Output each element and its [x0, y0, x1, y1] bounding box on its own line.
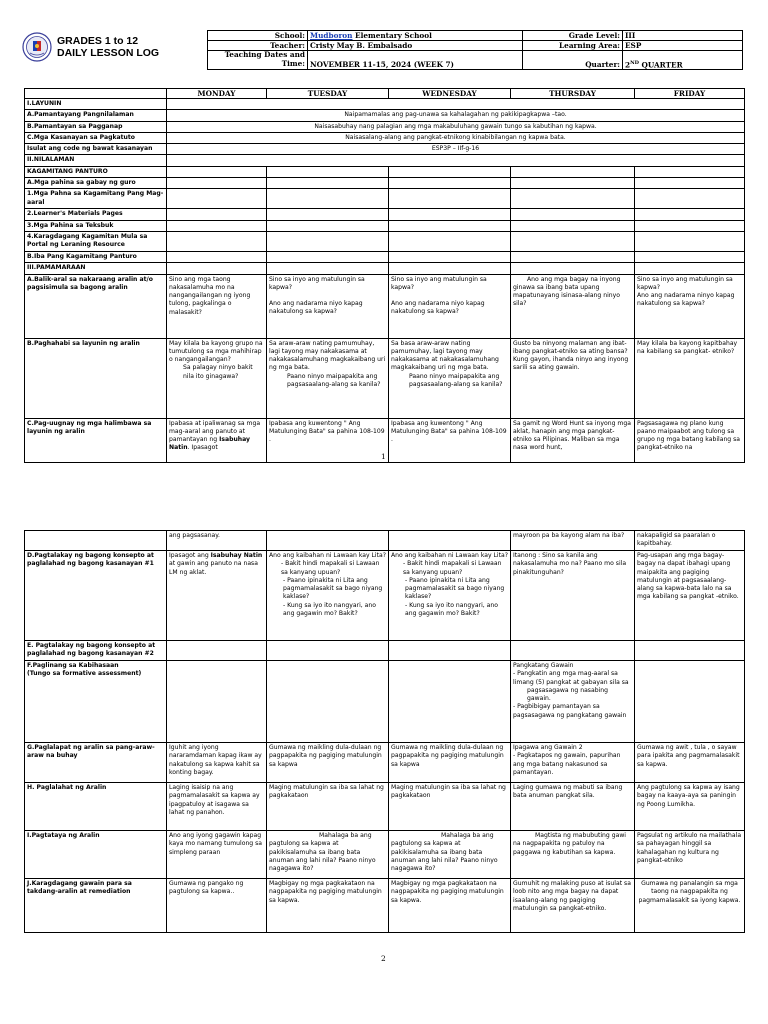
paghahabi-wednesday — [389, 338, 511, 418]
table-row — [25, 110, 745, 121]
cell-text: Ipabasa at ipaliwanag sa mga mag-aaral ang panuto at pamantayan ng — [169, 419, 261, 444]
paglalapat-monday: Iguhit ang iyong nararamdaman kapag ikaw ay nakatulong sa kapwa kahit sa konting bagay. — [167, 743, 267, 783]
karagdagang-monday: Gumawa ng pangako ng pagtulong sa kapwa.. — [167, 879, 267, 933]
table-row — [25, 743, 745, 783]
table-row — [25, 166, 745, 177]
area-label: Learning Area: — [523, 41, 623, 51]
table-row — [25, 132, 745, 143]
paghahabi-monday — [167, 338, 267, 418]
dates-value: NOVEMBER 11-15, 2024 (WEEK 7) — [308, 51, 523, 70]
karagdagang-thursday: Gumuhit ng malaking puso at isulat sa loob nito ang mga bagay na dapat isaalang-alang ng pagiging matulungin sa pangkat-etniko. — [511, 879, 635, 933]
paglalapat-tuesday: Gumawa ng maikling dula-dulaan ng pagpapakita ng pagiging matulungin sa kapwa — [267, 743, 389, 783]
info-table — [207, 30, 743, 70]
quarter-number: 2 — [625, 60, 631, 69]
cell-line: Pangkatang Gawain — [513, 662, 574, 669]
table-row — [25, 879, 745, 933]
cell-text: . Ipasagot — [187, 444, 218, 452]
empty-cell — [167, 99, 745, 110]
table-row — [25, 220, 745, 231]
balik-aral-thursday — [511, 274, 635, 338]
paglalahat-monday: Laging isaisip na ang pagmamalasakit sa kapwa ay ipagpatuloy at isagawa sa lahat ng panahon. — [167, 783, 267, 831]
paglalahat-friday: Ang pagtulong sa kapwa ay isang bagay na kaaya-aya sa paningin ng Poong Lumikha. — [635, 783, 745, 831]
cell-line: Ipagawa ang Gawain 2 — [513, 744, 583, 751]
cell-line: Ano ang nadarama niyo kapag nakatulong sa kapwa? — [391, 300, 485, 316]
cell-line: Sino sa inyo ang matulungin sa kapwa? — [391, 275, 487, 291]
cell-line: - Paano ipinakita ni Lita ang pagmamalasakit sa bago niyang kaklase? — [283, 576, 383, 601]
row-label-karagdagang-gawain: J.Karagdagang gawain para sa takdang-aralin at remediation — [25, 879, 167, 933]
row-label-nilalaman: II.NILALAMAN — [25, 155, 167, 166]
page-number: 2 — [381, 954, 386, 963]
pag-uugnay-friday: Pagsasagawa ng plano kung paano maipaabot ang tulong sa grupo ng mga batang kabilang sa pangkat-etniko na — [635, 418, 745, 462]
cell-line: Sino sa inyo ang matulungin sa kapwa? — [637, 275, 733, 291]
table-row — [25, 531, 745, 551]
row-label-paglalapat: G.Paglalapat ng aralin sa pang-araw-araw na buhay — [25, 743, 167, 783]
corner-cell — [25, 89, 167, 99]
empty-cell — [25, 531, 167, 551]
table-row — [25, 251, 745, 262]
cell-line: F.Paglinang sa Kabihasaan — [27, 662, 119, 669]
paglalahat-wednesday: Maging matulungin sa iba sa lahat ng pagkakataon — [389, 783, 511, 831]
pagtalakay-1-monday — [167, 551, 267, 641]
paglalahat-thursday: Laging gumawa ng mabuti sa ibang bata anuman pangkat sila. — [511, 783, 635, 831]
teacher-label: Teacher: — [208, 41, 308, 51]
pagganap-value: Naisasabuhay nang palagian ang mga makabuluhang gawain tungo sa kabutihan ng kapwa. — [167, 121, 745, 132]
day-friday: FRIDAY — [635, 89, 745, 99]
table-row — [25, 338, 745, 418]
cell-line: (Tungo sa formative assessment) — [27, 670, 142, 678]
cell-text-bold: Isabuhay Natin — [169, 436, 251, 452]
day-wednesday: WEDNESDAY — [389, 89, 511, 99]
school-label: School: — [208, 31, 308, 41]
paghahabi-tuesday — [267, 338, 389, 418]
cell-line: - Pangkatin ang mga mag-aaral sa limang (5) pangkat at gabayan sila sa — [513, 670, 629, 686]
table-row — [25, 231, 745, 251]
quarter-label: Quarter: — [523, 51, 623, 70]
table-row — [25, 209, 745, 220]
pagtataya-tuesday — [267, 831, 389, 879]
row-label-pangnilalaman: A.Pamantayang Pangnilalaman — [25, 110, 167, 121]
empty-cell — [167, 155, 745, 166]
paglalapat-friday: Gumawa ng awit , tula , o sayaw para ipakita ang pagmamalasakit sa kapwa. — [635, 743, 745, 783]
grade-label: Grade Level: — [523, 31, 623, 41]
row-label-portal: 4.Karagdagang Kagamitan Mula sa Portal ng Leraning Resource — [25, 231, 167, 251]
cell-line: Kung gayon, ihanda ninyo ang inyong sarili sa ating gawain. — [513, 356, 629, 372]
row-label-pagganap: B.Pamantayan sa Pagganap — [25, 121, 167, 132]
cell-line: Ano ang kaibahan ni Lawaan kay Lita? — [391, 552, 508, 559]
row-label-kagamitan: KAGAMITANG PANTURO — [25, 166, 167, 177]
cell-line: - Pagbibigay pamantayan sa pagsasagawa ng pangkatang gawain — [513, 703, 627, 719]
day-header-row — [25, 89, 745, 99]
cell-line: - Kung sa iyo ito nangyari, ano ang gagawin mo? Bakit? — [283, 601, 376, 618]
cell-line: pagsasagawa ng nasabing gawain. — [527, 686, 609, 703]
row-label-kagamitang-pang-mag-aaral: 1.Mga Pahna sa Kagamitang Pang Mag-aaral — [25, 189, 167, 209]
table-row — [25, 263, 745, 274]
row-label-pagtataya: I.Pagtataya ng Aralin — [25, 831, 167, 879]
grade-value: III — [623, 31, 743, 41]
school-suffix: Elementary School — [352, 31, 432, 40]
cell-line: Paano ninyo maipapakita ang pagsasaalang-alang sa kanila? — [409, 372, 503, 389]
cell-line: Sa basa araw-araw nating pamumuhay, lagi tayong may nakakasama at nakakasalamuhang magkakaibang uri ng mga bata. — [391, 339, 499, 372]
row-label-paglalahat: H. Paglalahat ng Aralin — [25, 783, 167, 831]
title-line-2: DAILY LESSON LOG — [57, 47, 160, 59]
school-value — [308, 31, 523, 41]
pagtalakay-1-tuesday — [267, 551, 389, 641]
row-label-code: Isulat ang code ng bawat kasanayan — [25, 144, 167, 155]
table-row — [25, 121, 745, 132]
lesson-table-page-2 — [24, 530, 745, 933]
cell-text: Mahalaga ba ang pagtulong sa kapwa at pakikisalamuha sa ibang bata anuman ang lahi nila? Paano ninyo nagagawa ito? — [391, 832, 498, 873]
pag-uugnay-thursday: Sa gamit ng Word Hunt sa inyong mga aklat, hanapin ang mga pangkat-etniko sa Pilipinas. Maliban sa mga nasa word hunt, — [511, 418, 635, 462]
cell-line: - Kung sa iyo ito nangyari, ano ang gagawin mo? Bakit? — [405, 601, 498, 618]
quarter-word: QUARTER — [638, 60, 683, 69]
paghahabi-thursday — [511, 338, 635, 418]
balik-aral-tuesday — [267, 274, 389, 338]
paglalapat-thursday — [511, 743, 635, 783]
row-label-layunin: I.LAYUNIN — [25, 99, 167, 110]
table-row — [25, 178, 745, 189]
cell-text: at gawin ang panuto na nasa LM ng aklat. — [169, 560, 258, 576]
row-label-learners-materials: 2.Learner's Materials Pages — [25, 209, 167, 220]
table-row — [25, 831, 745, 879]
table-row — [25, 661, 745, 743]
continued-friday: nakapaligid sa paaralan o kapitbahay. — [635, 531, 745, 551]
code-value: ESP3P – IIf-g-16 — [167, 144, 745, 155]
karagdagang-friday: Gumawa ng panalangin sa mga taong na nagpapakita ng pagmamalasakit sa iyong kapwa. — [635, 879, 745, 933]
table-row — [25, 189, 745, 209]
kasanayan-value: Naisasalang-alang ang pangkat-etnikong kinabibilangan ng kapwa bata. — [167, 132, 745, 143]
pagtataya-monday: Ano ang iyong gagawin kapag kaya mo namang tumulong sa simpleng paraan — [167, 831, 267, 879]
paglinang-thursday — [511, 661, 635, 743]
cell-line: - Bakit hindi mapakali si Lawaan sa kanyang upuan? — [281, 560, 380, 576]
cell-line: Sa palagay ninyo bakit nila ito ginagawa? — [183, 364, 253, 380]
lesson-table-page-1 — [24, 88, 745, 463]
cell-line: - Bakit hindi mapakali si Lawaan sa kanyang upuan? — [403, 560, 502, 576]
row-label-paghahabi: B.Paghahabi sa layunin ng aralin — [25, 338, 167, 418]
cell-line: Ano ang mga bagay na inyong ginawa sa ibang bata upang mapatunayang isinasa-alang ninyo sila? — [513, 275, 621, 308]
pagtalakay-1-thursday: Itanong : Sino sa kanila ang nakasalamuha mo na? Paano mo sila pinakitunguhan? — [511, 551, 635, 641]
pag-uugnay-wednesday: Ipabasa ang kuwentong " Ang Matulunging Bata" sa pahina 108-109 . — [389, 418, 511, 462]
day-monday: MONDAY — [167, 89, 267, 99]
table-row — [25, 641, 745, 661]
table-row — [25, 274, 745, 338]
row-label-balik-aral: A.Balik-aral sa nakaraang aralin at/o pagsisimula sa bagong aralin — [25, 274, 167, 338]
empty-cell — [389, 531, 511, 551]
continued-thursday: mayroon pa ba kayong alam na iba? — [511, 531, 635, 551]
cell-line: Ano ang kaibahan ni Lawaan kay Lita? — [269, 552, 386, 559]
table-row — [25, 551, 745, 641]
page-2 — [0, 520, 768, 1024]
balik-aral-friday — [635, 274, 745, 338]
paghahabi-friday: May kilala ba kayong kapitbahay na kabilang sa pangkat- etniko? — [635, 338, 745, 418]
cell-line: May kilala ba kayong grupo na tumutulong sa mga mahihirap o nangangailangan? — [169, 339, 263, 364]
row-label-iba-pang-kagamitan: B.Iba Pang Kagamitang Panturo — [25, 251, 167, 262]
row-label-pagtalakay-1: D.Pagtalakay ng bagong konsepto at paglalahad ng bagong kasanayan #1 — [25, 551, 167, 641]
pag-uugnay-tuesday: Ipabasa ang kuwentong " Ang Matulunging Bata" sa pahina 108-109 . — [267, 418, 389, 462]
pagtataya-wednesday — [389, 831, 511, 879]
row-label-pagtalakay-2: E. Pagtalakay ng bagong konsepto at paglalahad ng bagong kasanayan #2 — [25, 641, 167, 661]
karagdagang-wednesday: Magbigay ng mga pagkakataon na nagpapakita ng pagiging matulungin sa kapwa. — [389, 879, 511, 933]
cell-text: Ipasagot ang — [169, 552, 211, 559]
teacher-value: Cristy May B. Embalsado — [308, 41, 523, 51]
cell-line: Sa araw-araw nating pamumuhay, lagi tayong may nakakasama at nakakasalamuhang magkakaibang uri ng mga bata. — [269, 339, 386, 372]
cell-text-bold: Isabuhay Natin — [210, 552, 263, 559]
pagtalakay-1-wednesday — [389, 551, 511, 641]
karagdagang-tuesday: Magbigay ng mga pagkakataon na nagpapakita ng pagiging matulungin sa kapwa. — [267, 879, 389, 933]
cell-line: Sino sa inyo ang matulungin sa kapwa? — [269, 275, 365, 291]
page-number: 1 — [381, 452, 386, 461]
balik-aral-monday: Sino ang mga taong nakasalamuha mo na nangangailangan ng iyong tulong, pagkalinga o malasakit? — [167, 274, 267, 338]
cell-line: Gusto ba ninyong malaman ang ibat-ibang pangkat-etniko sa ating bansa? — [513, 339, 628, 355]
area-value: ESP — [623, 41, 743, 51]
cell-line: Ano ang nadarama niyo kapag nakatulong sa kapwa? — [269, 300, 363, 316]
row-label-pamamaraan: III.PAMAMARAAN — [25, 263, 167, 274]
row-label-paglinang — [25, 661, 167, 743]
title-line-1: GRADES 1 to 12 — [57, 35, 139, 47]
day-thursday: THURSDAY — [511, 89, 635, 99]
paglalapat-wednesday: Gumawa ng maikling dula-dulaan ng pagpapakita ng pagiging matulungin sa kapwa — [389, 743, 511, 783]
row-label-teksbuk: 3.Mga Pahina sa Teksbuk — [25, 220, 167, 231]
table-row — [25, 144, 745, 155]
school-name: Mudboron — [310, 31, 353, 40]
pagtalakay-1-friday: Pag-usapan ang mga bagay-bagay na dapat ibahagi upang maipakita ang pagiging matulungin at pagsasaalang-alang sa kapwa-bata lalo na sa mga kabilang sa pangkat -etniko. — [635, 551, 745, 641]
cell-line: - Paano ipinakita ni Lita ang pagmamalasakit sa bago niyang kaklase? — [405, 576, 505, 601]
row-label-gabay: A.Mga pahina sa gabay ng guro — [25, 178, 167, 189]
paglalahat-tuesday: Maging matulungin sa iba sa lahat ng pagkakataon — [267, 783, 389, 831]
pagtataya-thursday — [511, 831, 635, 879]
cell-text: Magtista ng mabubuting gawi na nagpapakita ng patuloy na paggawa ng kabutihan sa kapwa. — [513, 832, 627, 856]
quarter-suffix: ND — [630, 59, 639, 66]
balik-aral-wednesday — [389, 274, 511, 338]
page-1 — [0, 0, 768, 470]
table-row — [25, 99, 745, 110]
row-label-kasanayan: C.Mga Kasanayan sa Pagkatuto — [25, 132, 167, 143]
dates-label: Teaching Dates and Time: — [208, 51, 308, 70]
deped-seal-icon — [22, 32, 52, 62]
cell-line: Paano ninyo maipapakita ang pagsasaalang-alang sa kanila? — [287, 372, 381, 389]
row-label-pag-uugnay: C.Pag-uugnay ng mga halimbawa sa layunin ng aralin — [25, 418, 167, 462]
quarter-value — [623, 51, 743, 70]
table-row — [25, 783, 745, 831]
table-row — [25, 155, 745, 166]
pangnilalaman-value: Naipamamalas ang pag-unawa sa kahalagahan ng pakikipagkapwa –tao. — [167, 110, 745, 121]
cell-text: Mahalaga ba ang pagtulong sa kapwa at pakikisalamuha sa ibang bata anuman ang lahi nila? Paano ninyo nagagawa ito? — [269, 832, 376, 873]
empty-cell — [267, 531, 389, 551]
day-tuesday: TUESDAY — [267, 89, 389, 99]
log-title — [57, 35, 159, 59]
cell-line: Ano ang nadarama ninyo kapag nakatulong sa kapwa? — [637, 292, 735, 308]
continued-monday: ang pagsasanay. — [167, 531, 267, 551]
pagtataya-friday: Pagsulat ng artikulo na mailathala sa pahayagan hinggil sa kahalagahan ng kultura ng pangkat-etniko — [635, 831, 745, 879]
pag-uugnay-monday — [167, 418, 267, 462]
cell-line: - Pagkatapos ng gawain, papurihan ang mga batang nakasunod sa pamantayan. — [513, 752, 621, 776]
